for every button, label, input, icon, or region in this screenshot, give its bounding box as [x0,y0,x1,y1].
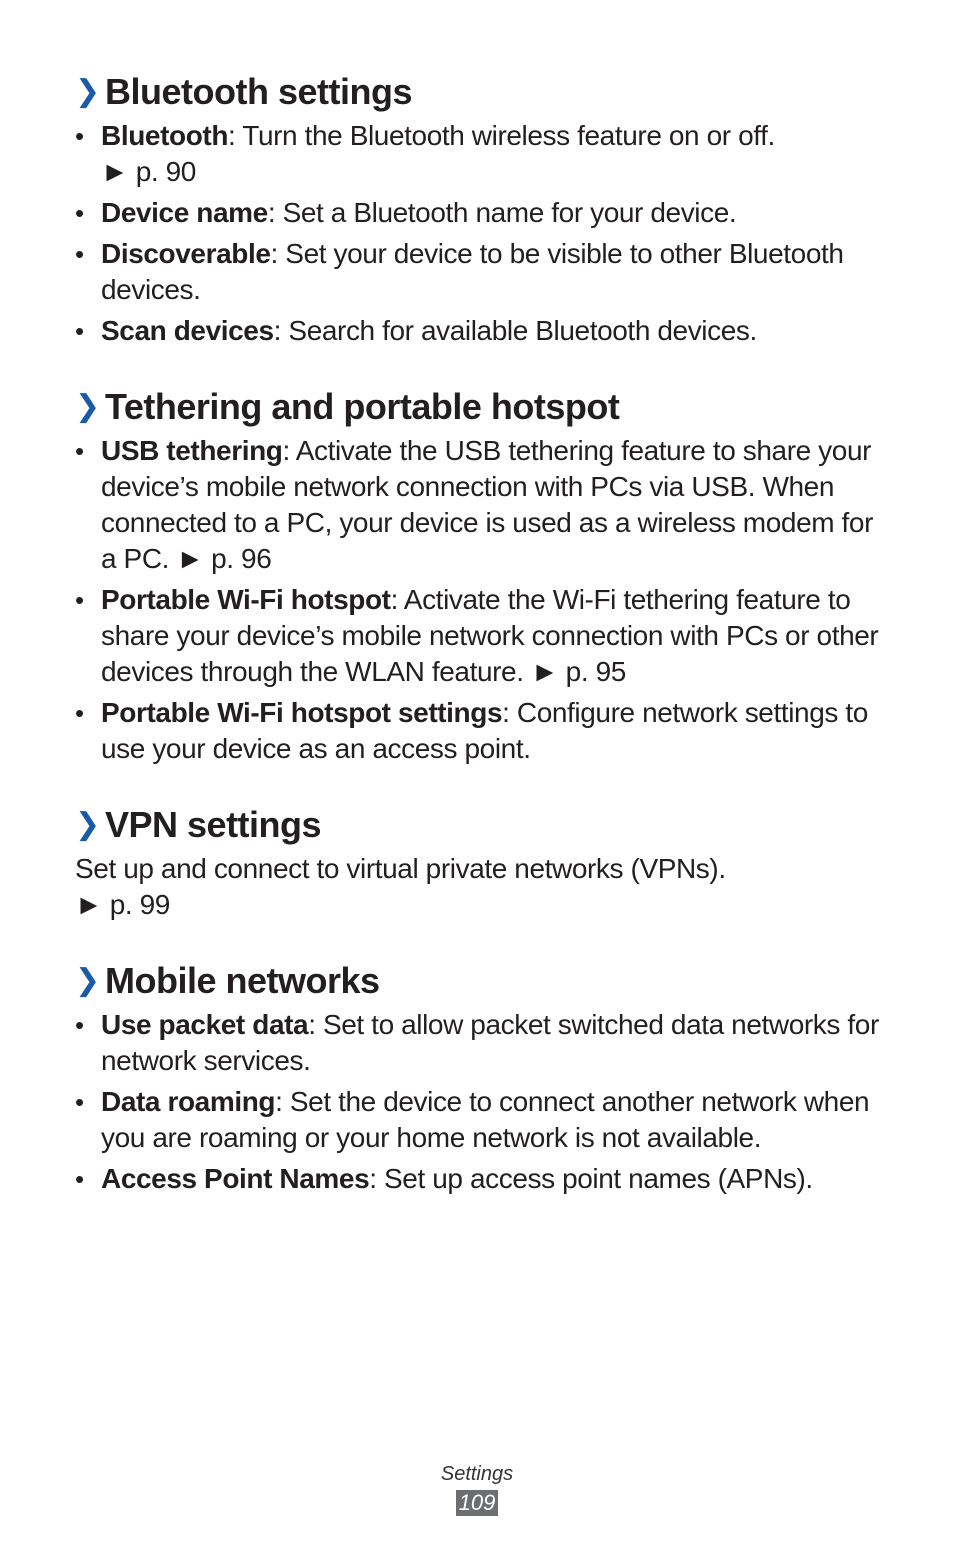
list-item [75,1084,895,1156]
item-term: Bluetooth [101,120,229,151]
list-item [75,1161,895,1197]
list-item [75,1007,895,1079]
bullet-icon: • [75,698,84,728]
chevron-right-icon: ❯ [75,808,100,841]
section-title [75,68,895,116]
bullet-icon: • [75,316,84,346]
chevron-right-icon: ❯ [75,390,100,423]
bullet-icon: • [75,121,84,151]
section-tethering-hotspot [75,383,895,767]
page-reference: ► p. 95 [530,656,626,687]
item-term: Data roaming [101,1086,276,1117]
list-item [75,695,895,767]
item-desc: : Set a Bluetooth name for your device. [267,197,737,228]
list-item [75,236,895,308]
bullet-icon: • [75,436,84,466]
section-description [75,851,895,923]
bullet-icon: • [75,1087,84,1117]
item-desc: : Turn the Bluetooth wireless feature on or off. [228,120,775,151]
chevron-right-icon: ❯ [75,75,100,108]
bullet-list [75,118,895,349]
item-term: Portable Wi-Fi hotspot settings [101,697,503,728]
item-term: Device name [101,197,268,228]
item-desc: : Configure network settings to use your device as an access point. [101,697,868,764]
bullet-icon: • [75,1010,84,1040]
page-reference: ► p. 90 [101,156,196,187]
section-title [75,957,895,1005]
section-title-text: Mobile networks [105,960,380,1001]
bullet-list [75,433,895,767]
bullet-list [75,1007,895,1197]
bullet-icon: • [75,585,84,615]
item-desc: : Set up access point names (APNs). [369,1163,813,1194]
footer-section-label: Settings [440,1463,514,1485]
item-term: Use packet data [101,1009,309,1040]
section-vpn-settings [75,801,895,923]
item-desc: : Set to allow packet switched data networks for network services. [101,1009,879,1076]
chevron-right-icon: ❯ [75,964,100,997]
item-term: Portable Wi-Fi hotspot [101,584,391,615]
bullet-icon: • [75,239,84,269]
list-item [75,582,895,690]
page-reference: ► p. 99 [75,889,170,920]
list-item [75,195,895,231]
bullet-icon: • [75,198,84,228]
bullet-icon: • [75,1164,84,1194]
list-item [75,433,895,577]
page-content [75,68,895,1231]
section-title-text: Bluetooth settings [105,71,412,112]
page-footer [0,1460,954,1516]
item-term: USB tethering [101,435,283,466]
item-term: Access Point Names [101,1163,370,1194]
item-desc: : Activate the USB tethering feature to share your device’s mobile network connection with PCs via USB. When connected to a PC, your device is used as a wireless modem for a PC. [101,435,874,574]
section-title [75,383,895,431]
section-title [75,801,895,849]
section-bluetooth-settings [75,68,895,349]
page-number: 109 [456,1490,499,1516]
item-desc: : Activate the Wi-Fi tethering feature to share your device’s mobile network connection with PCs or other devices through the WLAN feature. [101,584,879,687]
page-reference: ► p. 96 [176,543,272,574]
item-term: Scan devices [101,315,274,346]
item-desc: : Search for available Bluetooth devices. [273,315,757,346]
list-item [75,313,895,349]
item-desc: : Set the device to connect another network when you are roaming or your home network is not available. [101,1086,870,1153]
list-item [75,118,895,190]
item-term: Discoverable [101,238,271,269]
section-text: Set up and connect to virtual private networks (VPNs). [75,853,726,884]
section-mobile-networks [75,957,895,1197]
item-desc: : Set your device to be visible to other Bluetooth devices. [101,238,844,305]
section-title-text: Tethering and portable hotspot [105,386,620,427]
section-title-text: VPN settings [105,804,322,845]
